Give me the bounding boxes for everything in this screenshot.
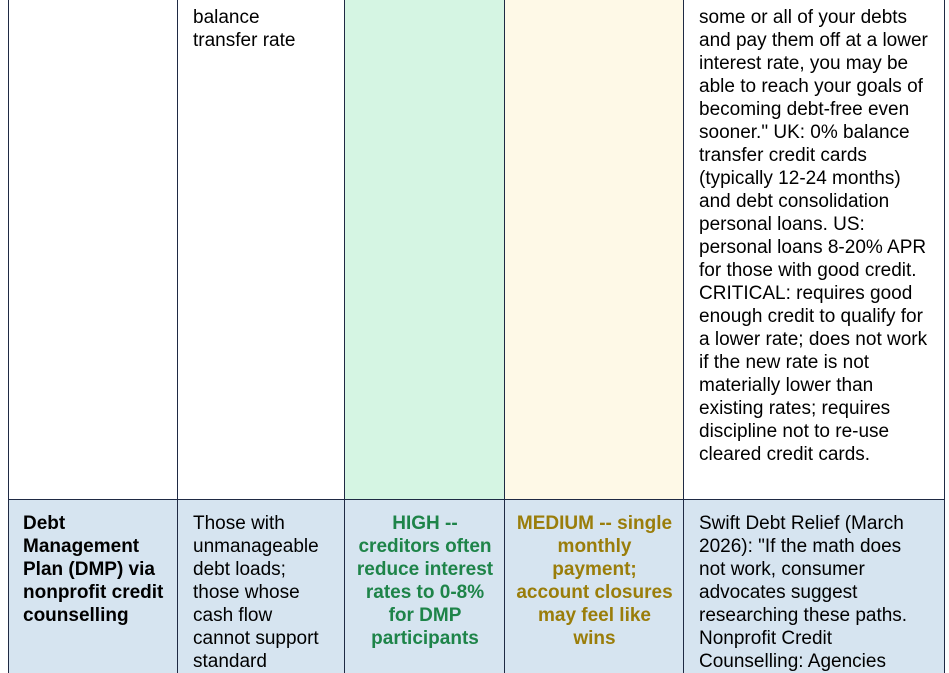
row1-who-cell bbox=[178, 6, 345, 500]
row1-who-text: balance transfer rate bbox=[193, 7, 296, 51]
row1-motivation-cell bbox=[505, 0, 684, 500]
row1-col1-cell bbox=[8, 0, 178, 500]
row2-evidence-cell bbox=[684, 500, 945, 673]
row2-name-cell bbox=[8, 500, 178, 673]
table-border bbox=[504, 0, 505, 673]
row2-motivation-cell bbox=[505, 500, 684, 673]
row1-evidence-text: some or all of your debts and pay them off at a lower interest rate, you may be able to reach your goals of becoming debt-free even sooner." UK: 0% balance transfer credit cards (typically 12-24 months) and debt consolidation personal loans. US: personal loans 8-20% APR for those with good credit. CRITICAL: requires good enough credit to qualify for a lower rate; does not work if the new rate is not materially lower than existing rates; requires discipline not to re-use cleared credit cards. bbox=[699, 7, 928, 465]
row1-savings-cell bbox=[345, 0, 505, 500]
row2-evidence-text: Swift Debt Relief (March 2026): "If the math does not work, consumer advocates suggest researching these paths. Nonprofit Credit Counselling: Agencies bbox=[699, 513, 908, 672]
row1-evidence-cell bbox=[684, 6, 945, 500]
row2-savings-text: HIGH -- creditors often reduce interest rates to 0-8% for DMP participants bbox=[356, 513, 494, 649]
row2-motivation-text: MEDIUM -- single monthly payment; account closures may feel like wins bbox=[516, 513, 673, 649]
table-border bbox=[8, 0, 9, 673]
row2-name-text: Debt Management Plan (DMP) via nonprofit credit counselling bbox=[23, 513, 164, 626]
row2-savings-cell bbox=[345, 500, 505, 673]
row2-who-cell bbox=[178, 500, 345, 673]
table-border bbox=[683, 0, 684, 673]
row2-who-text: Those with unmanageable debt loads; those whose cash flow cannot support standard bbox=[193, 513, 319, 672]
table-border bbox=[177, 0, 178, 673]
table-border bbox=[944, 0, 945, 673]
row-divider bbox=[8, 499, 945, 500]
table-border bbox=[344, 0, 345, 673]
